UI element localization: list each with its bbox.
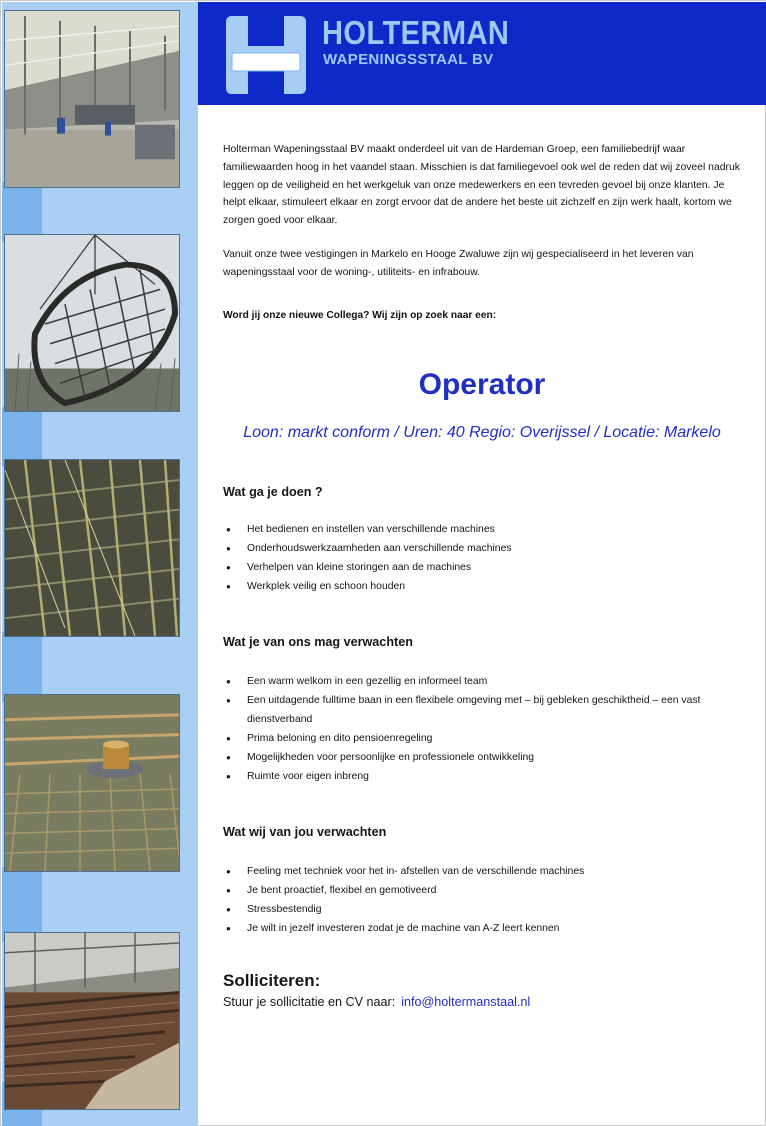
intro-text	[223, 141, 749, 282]
list-item: ● Onderhoudswerkzaamheden aan verschillende machines	[223, 539, 749, 558]
list-item: ● Het bedienen en instellen van verschillende machines	[223, 520, 749, 539]
section-heading-requirements: Wat wij van jou verwachten	[223, 825, 387, 839]
rebar-columns-photo	[4, 459, 180, 637]
list-item: ● Prima beloning en dito pensioenregeling	[223, 729, 749, 748]
list-item: ● Een uitdagende fulltime baan in een flexibele omgeving met – bij gebleken geschiktheid – een vast dienstverband	[223, 691, 749, 729]
offer-list	[223, 672, 749, 786]
rebar-cage-crane-photo	[4, 234, 180, 412]
lead-text: Word jij onze nieuwe Collega? Wij zijn op zoek naar een:	[223, 310, 497, 321]
job-title: Operator	[418, 368, 546, 401]
requirements-list	[223, 862, 749, 938]
section-heading-offer: Wat je van ons mag verwachten	[223, 635, 413, 649]
brand-header	[198, 2, 766, 105]
brand-subtitle: WAPENINGSSTAAL BV	[323, 51, 494, 68]
apply-text: Stuur je sollicitatie en CV naar:	[223, 995, 396, 1009]
intro-paragraph-1: Holterman Wapeningsstaal BV maakt onderdeel uit van de Hardeman Groep, een familiebedrijf waar familiewaarden hoog in het vaandel staan. Misschien is dat familiegevoel ook wel de reden dat wij zoveel nadruk leggen op de veiligheid en het werkgeluk van onze medewerkers en een tevreden gevoel bij onze klanten. Je helpt elkaar, stimuleert elkaar en zorgt ervoor dat de andere het beste uit zichzelf en zijn werk haalt, kortom we zorgen goed voor elkaar.	[223, 144, 740, 227]
list-item: ● Je wilt in jezelf investeren zodat je de machine van A-Z leert kennen	[223, 919, 749, 938]
holterman-logo-icon	[226, 16, 306, 94]
list-item: ● Ruimte voor eigen inbreng	[223, 767, 749, 786]
list-item: ● Mogelijkheden voor persoonlijke en professionele ontwikkeling	[223, 748, 749, 767]
list-item: ● Je bent proactief, flexibel en gemotiveerd	[223, 881, 749, 900]
list-item: ● Feeling met techniek voor het in- afstellen van de verschillende machines	[223, 862, 749, 881]
rebar-mesh-photo	[4, 694, 180, 872]
tasks-list	[223, 520, 749, 596]
photo-sidebar	[2, 2, 198, 1126]
list-item: ● Stressbestendig	[223, 900, 749, 919]
list-item: ● Een warm welkom in een gezellig en informeel team	[223, 672, 749, 691]
list-item: ● Werkplek veilig en schoon houden	[223, 577, 749, 596]
job-meta: Loon: markt conform / Uren: 40 Regio: Overijssel / Locatie: Markelo	[243, 424, 721, 441]
apply-line	[223, 995, 530, 1009]
section-heading-tasks: Wat ga je doen ?	[223, 485, 323, 499]
list-item: ● Verhelpen van kleine storingen aan de machines	[223, 558, 749, 577]
apply-heading: Solliciteren:	[223, 971, 321, 990]
brand-name: HOLTERMAN	[322, 14, 510, 51]
factory-hall-photo	[4, 10, 180, 188]
steel-bars-warehouse-photo	[4, 932, 180, 1110]
apply-email-link[interactable]: info@holtermanstaal.nl	[401, 995, 531, 1009]
intro-paragraph-2: Vanuit onze twee vestigingen in Markelo en Hooge Zwaluwe zijn wij gespecialiseerd in het leveren van wapeningsstaal voor de woning-, utiliteits- en infrabouw.	[223, 248, 694, 278]
